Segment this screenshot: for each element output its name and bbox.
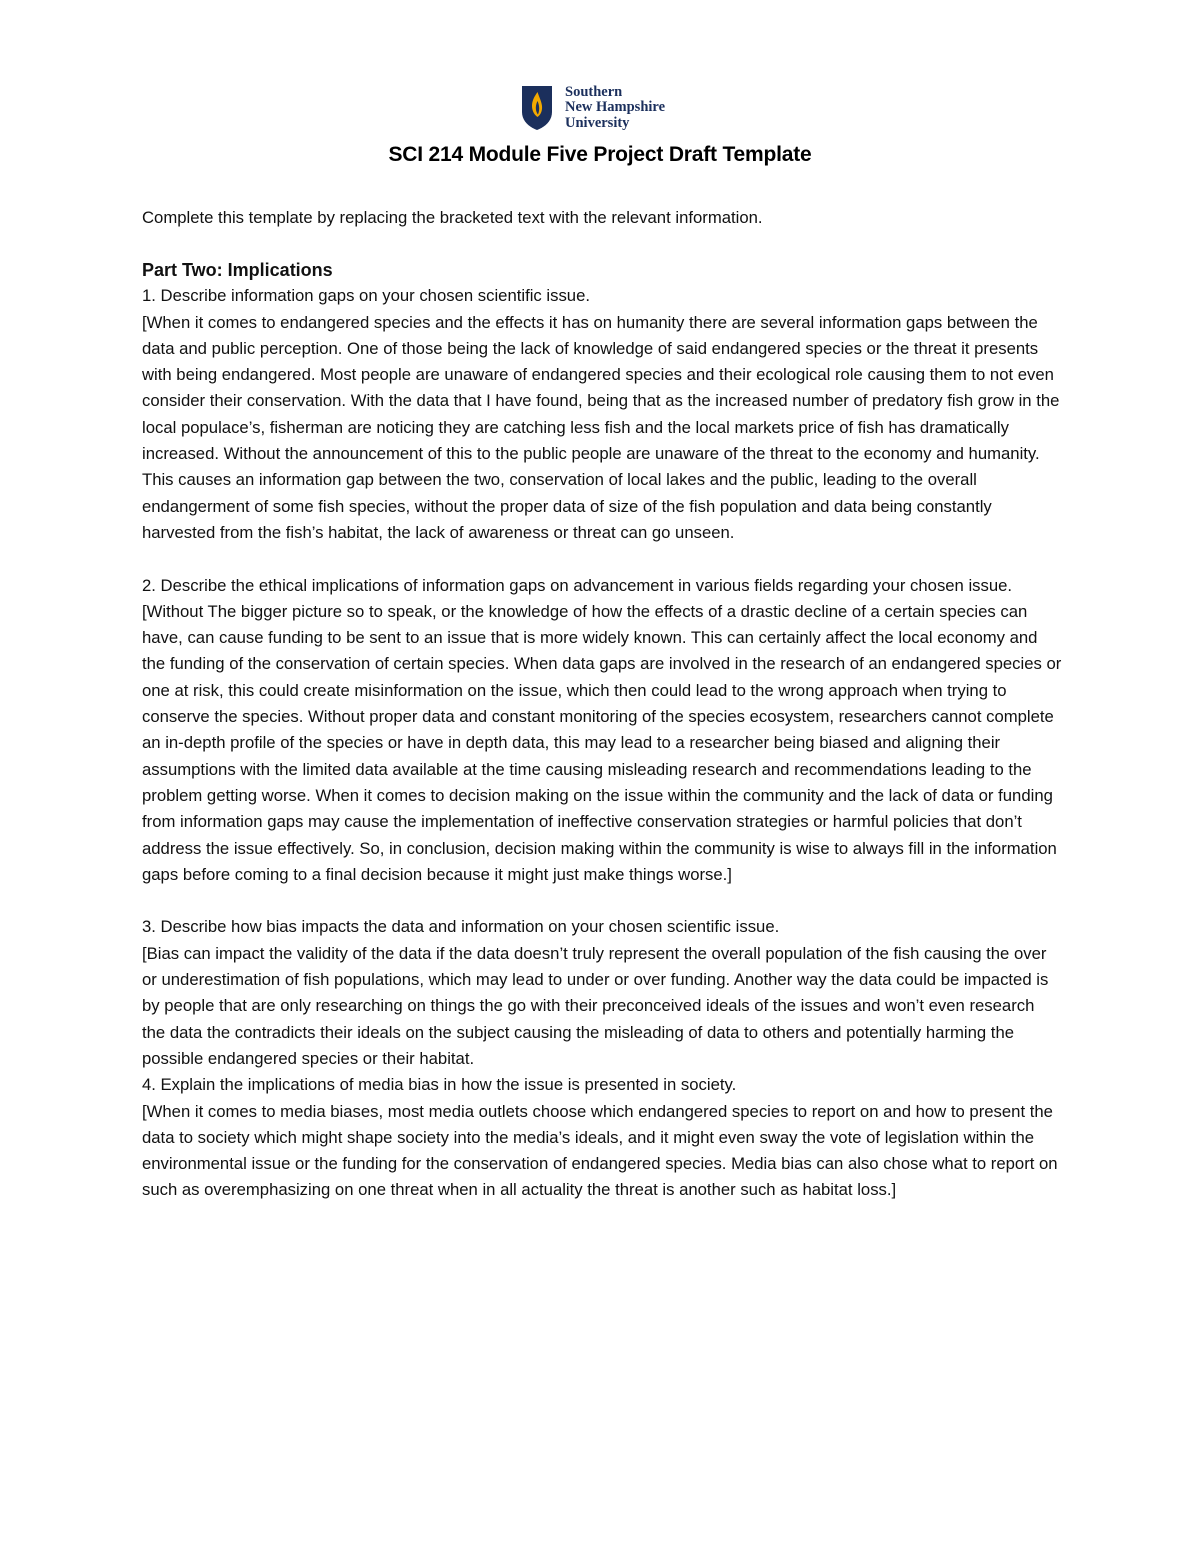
question-4-prompt: 4. Explain the implications of media bias in how the issue is presented in society. — [142, 1075, 737, 1095]
question-3-answer: [Bias can impact the validity of the data if the data doesn’t truly represent the overall population of the fish causing the over or underestimation of fish populations, which may lead to under or over funding. Another way the data could be impacted is by people that are only researching on things the go with their preconceived ideals of the issues and won’t even research the data the contradicts their ideals on the subject causing the misleading of data to others and potentially harming the possible endangered species or their habitat. — [142, 943, 1049, 1068]
intro-text: Complete this template by replacing the bracketed text with the relevant information. — [142, 208, 763, 227]
question-2-prompt: 2. Describe the ethical implications of information gaps on advancement in various fields regarding your chosen issue. — [142, 575, 1013, 595]
logo-line-2: New Hampshire — [565, 99, 666, 116]
paragraph-gap — [142, 546, 1062, 572]
question-1-answer: [When it comes to endangered species and the effects it has on humanity there are several information gaps between the data and public perception. One of those being the lack of knowledge of said endangered species or the threat it presents with being endangered. Most people are unaware of endangered species and their ecological role causing them to not even consider their conservation. With the data that I have found, being that as the increased number of predatory fish grow in the local populace’s, fisherman are noticing they are catching less fish and the local markets price of fish has dramatically increased. Without the announcement of this to the public people are unaware of the threat to the economy and humanity. This causes an information gap between the two, conservation of local lakes and the public, leading to the overall endangerment of some fish species, without the proper data of size of the fish population and data being constantly harvested from the fish’s habitat, the lack of awareness or threat can go unseen. — [142, 312, 1060, 542]
logo-line-3: University — [565, 114, 630, 131]
logo-line-1: Southern — [565, 83, 623, 100]
paragraph-gap — [142, 888, 1062, 914]
document-body — [142, 205, 1062, 1204]
university-logo — [521, 84, 665, 132]
question-3-prompt: 3. Describe how bias impacts the data and information on your chosen scientific issue. — [142, 917, 780, 937]
document-title: SCI 214 Module Five Project Draft Template — [388, 143, 812, 166]
section-heading: Part Two: Implications — [142, 260, 333, 281]
question-4-answer: [When it comes to media biases, most media outlets choose which endangered species to report on and how to present the data to society which might shape society into the media’s ideals, and it might even sway the vote of legislation within the environmental issue or the funding for the conservation of endangered species. Media bias can also chose what to report on such as overemphasizing on one threat when in all actuality the threat is another such as habitat loss.] — [142, 1101, 1058, 1200]
shield-flame-icon — [521, 85, 553, 131]
question-1-prompt: 1. Describe information gaps on your chosen scientific issue. — [142, 286, 591, 306]
question-2-answer: [Without The bigger picture so to speak, or the knowledge of how the effects of a drastic decline of a certain species can have, can cause funding to be sent to an issue that is more widely known. This can certainly affect the local economy and the funding of the conservation of certain species. When data gaps are involved in the research of an endangered species or one at risk, this could create misinformation on the issue, which then could lead to the wrong approach when trying to conserve the species. Without proper data and constant monitoring of the species ecosystem, researchers cannot complete an in-depth profile of the species or have in depth data, this may lead to a researcher being biased and aligning their assumptions with the limited data available at the time causing misleading research and recommendations leading to the problem getting worse. When it comes to decision making on the issue within the community and the lack of data or funding from information gaps may cause the implementation of ineffective conservation strategies or harmful policies that don’t address the issue effectively. So, in conclusion, decision making within the community is wise to always fill in the information gaps before coming to a final decision because it might just make things worse.] — [142, 601, 1062, 884]
university-name — [565, 85, 665, 132]
